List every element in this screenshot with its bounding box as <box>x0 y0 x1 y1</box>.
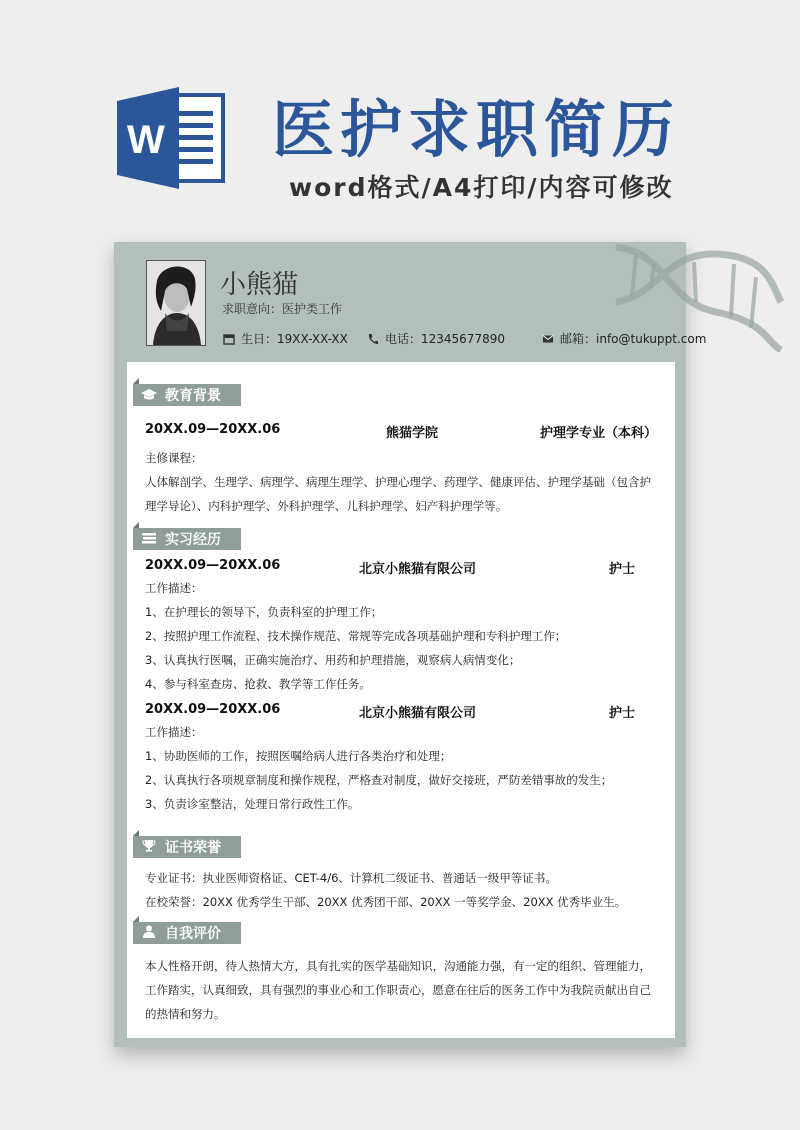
job-role: 护士 <box>609 562 636 577</box>
self-eval-line: 工作踏实，认真细致，具有强烈的事业心和工作职责心，愿意在往后的医务工作中为我院贡献出自己 <box>145 983 651 997</box>
job-item: 1、在护理长的领导下，负责科室的护理工作； <box>145 605 383 619</box>
job-desc-label: 工作描述： <box>145 725 203 739</box>
job-role: 护士 <box>609 706 636 721</box>
education-school: 熊猫学院 <box>386 426 439 441</box>
job-row <box>145 702 655 720</box>
birthday-field <box>222 330 348 347</box>
job-row <box>145 558 655 576</box>
courses-label: 主修课程： <box>145 451 203 465</box>
job-item: 3、负责诊室整洁，处理日常行政性工作。 <box>145 797 360 811</box>
phone-field <box>366 330 505 347</box>
certificates-professional: 专业证书：执业医师资格证、CET-4/6、计算机二级证书、普通话一级甲等证书。 <box>145 871 557 885</box>
phone-text: 电话：12345677890 <box>385 332 505 346</box>
phone-icon <box>366 333 379 345</box>
svg-text:W: W <box>127 118 165 162</box>
job-company: 北京小熊猫有限公司 <box>359 562 477 577</box>
avatar <box>146 260 206 346</box>
section-certificates-heading: 证书荣誉 <box>133 836 241 858</box>
job-desc-label: 工作描述： <box>145 581 203 595</box>
email-text: 邮箱：info@tukuppt.com <box>560 332 707 346</box>
job-item: 4、参与科室查房、抢救、教学等工作任务。 <box>145 677 371 691</box>
education-period: 20XX.09—20XX.06 <box>145 422 281 437</box>
section-internship-heading: 实习经历 <box>133 528 241 550</box>
self-eval-line: 本人性格开朗，待人热情大方，具有扎实的医学基础知识，沟通能力强，有一定的组织、管理能力， <box>145 959 651 973</box>
email-field <box>541 330 706 347</box>
word-logo-icon <box>117 87 227 189</box>
job-period: 20XX.09—20XX.06 <box>145 702 281 717</box>
resume-body <box>127 362 675 1038</box>
job-intent: 求职意向：医护类工作 <box>222 302 343 316</box>
person-icon <box>141 925 157 941</box>
courses-line: 人体解剖学、生理学、病理学、病理生理学、护理心理学、药理学、健康评估、护理学基础（包含护 <box>145 475 651 489</box>
education-row <box>145 422 658 441</box>
job-item: 1、协助医师的工作，按照医嘱给病人进行各类治疗和处理； <box>145 749 452 763</box>
job-item: 3、认真执行医嘱，正确实施治疗、用药和护理措施，观察病人病情变化； <box>145 653 521 667</box>
resume-page <box>114 242 707 1047</box>
banner-subtitle: word格式/A4打印/内容可修改 <box>289 173 674 202</box>
job-item: 2、按照护理工作流程、技术操作规范、常规等完成各项基础护理和专科护理工作； <box>145 629 567 643</box>
book-stack-icon <box>141 532 157 547</box>
graduation-cap-icon <box>141 388 157 403</box>
education-major: 护理学专业（本科） <box>540 426 658 441</box>
job-period: 20XX.09—20XX.06 <box>145 558 281 573</box>
banner-title: 医护求职简历 <box>272 93 681 166</box>
self-eval-line: 的热情和努力。 <box>145 1007 226 1021</box>
job-item: 2、认真执行各项规章制度和操作规程，严格查对制度，做好交接班，严防差错事故的发生； <box>145 773 613 787</box>
section-education-heading: 教育背景 <box>133 384 241 406</box>
trophy-icon <box>141 839 157 855</box>
candidate-name: 小熊猫 <box>220 270 299 300</box>
certificates-honors: 在校荣誉：20XX 优秀学生干部、20XX 优秀团干部、20XX 一等奖学金、20XX 优秀毕业生。 <box>145 895 627 909</box>
section-self-eval-heading: 自我评价 <box>133 922 241 944</box>
job-company: 北京小熊猫有限公司 <box>359 706 477 721</box>
email-icon <box>541 333 554 345</box>
birthday-text: 生日：19XX-XX-XX <box>241 332 348 346</box>
courses-line: 理学导论）、内科护理学、外科护理学、儿科护理学、妇产科护理学等。 <box>145 499 508 513</box>
calendar-icon <box>222 333 235 345</box>
